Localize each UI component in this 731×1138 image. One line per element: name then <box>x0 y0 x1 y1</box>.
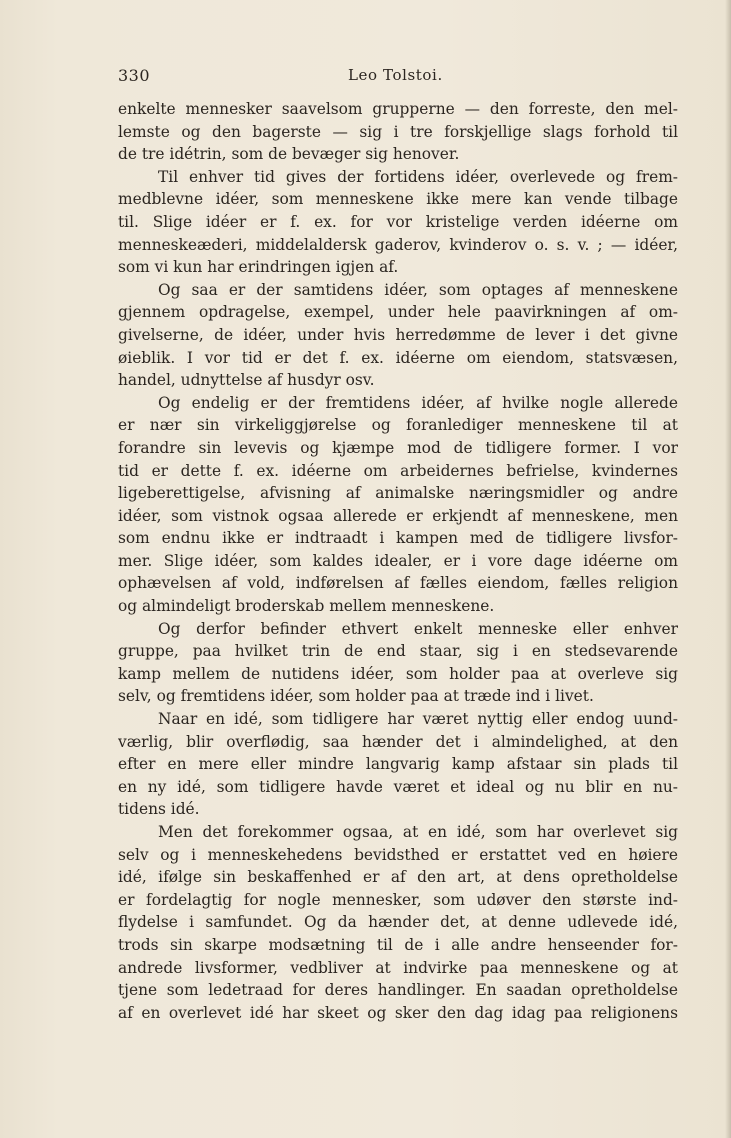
text-line: ligeberettigelse, afvisning af animalske næringsmidler og andre <box>118 484 678 503</box>
body-text <box>118 98 678 1024</box>
text-line: som endnu ikke er indtraadt i kampen med de tidligere livsfor- <box>118 529 678 548</box>
text-line: mer. Slige idéer, som kaldes idealer, er i vore dage idéerne om <box>118 551 678 570</box>
text-line: lemste og den bagerste — sig i tre forskjellige slags forhold til <box>118 122 678 141</box>
text-line: Til enhver tid gives der fortidens idéer, overlevede og frem- <box>158 167 678 186</box>
text-line: gjennem opdragelse, exempel, under hele paavirkningen af om- <box>118 303 678 322</box>
text-line: medblevne idéer, som menneskene ikke mere kan vende tilbage <box>118 190 678 209</box>
text-line: andrede livsformer, vedbliver at indvirke paa menneskene og at <box>118 958 678 977</box>
page-edge-shadow <box>725 0 731 1138</box>
page-header <box>118 66 678 90</box>
text-line: Og derfor befinder ethvert enkelt menneske eller enhver <box>158 619 678 638</box>
running-head: Leo Tolstoi. <box>348 66 443 84</box>
text-line: trods sin skarpe modsætning til de i alle andre henseender for- <box>118 935 678 954</box>
text-line: idéer, som vistnok ogsaa allerede er erkjendt af menneskene, men <box>118 506 678 525</box>
text-line: tidens idé. <box>118 800 200 819</box>
text-line: som vi kun har erindringen igjen af. <box>118 258 399 277</box>
text-line: Og saa er der samtidens idéer, som optages af menneskene <box>158 280 678 299</box>
text-line: de tre idétrin, som de bevæger sig henover. <box>118 145 460 164</box>
text-line: gruppe, paa hvilket trin de end staar, sig i en stedsevarende <box>118 642 678 661</box>
text-line: af en overlevet idé har skeet og sker den dag idag paa religionens <box>118 1003 678 1022</box>
text-line: er fordelagtig for nogle mennesker, som udøver den største ind- <box>118 890 678 909</box>
text-line: Og endelig er der fremtidens idéer, af hvilke nogle allerede <box>158 393 678 412</box>
text-line: enkelte mennesker saavelsom grupperne — den forreste, den mel- <box>118 100 678 118</box>
text-line: værlig, blir overflødig, saa hænder det i almindelighed, at den <box>118 732 678 751</box>
text-line: og almindeligt broderskab mellem menneskene. <box>118 597 495 616</box>
text-line: til. Slige idéer er f. ex. for vor kristelige verden idéerne om <box>118 212 678 231</box>
text-line: selv og i menneskehedens bevidsthed er erstattet ved en høiere <box>118 845 678 864</box>
text-line: er nær sin virkeliggjørelse og foranlediger menneskene til at <box>118 416 678 435</box>
text-line: forandre sin levevis og kjæmpe mod de tidligere former. I vor <box>118 438 678 457</box>
text-line: kamp mellem de nutidens idéer, som holder paa at overleve sig <box>118 664 678 683</box>
text-line: efter en mere eller mindre langvarig kamp afstaar sin plads til <box>118 755 678 774</box>
text-line: idé, ifølge sin beskaffenhed er af den art, at dens opretholdelse <box>118 868 678 887</box>
text-line: en ny idé, som tidligere havde været et ideal og nu blir en nu- <box>118 777 678 796</box>
text-line: givelserne, de idéer, under hvis herredømme de lever i det givne <box>118 325 678 344</box>
text-line: menneskeæderi, middelaldersk gaderov, kvinderov o. s. v. ; — idéer, <box>118 235 678 254</box>
text-line: Men det forekommer ogsaa, at en idé, som har overlevet sig <box>158 823 678 841</box>
text-line: tjene som ledetraad for deres handlinger. En saadan opretholdelse <box>118 981 678 1000</box>
text-line: selv, og fremtidens idéer, som holder paa at træde ind i livet. <box>118 687 594 706</box>
text-line: flydelse i samfundet. Og da hænder det, at denne udlevede idé, <box>118 913 678 932</box>
text-line: handel, udnyttelse af husdyr osv. <box>118 371 375 390</box>
text-line: Naar en idé, som tidligere har været nyttig eller endog uund- <box>158 710 678 729</box>
text-line: tid er dette f. ex. idéerne om arbeidernes befrielse, kvindernes <box>118 461 678 480</box>
page-number: 330 <box>118 66 151 85</box>
text-line: øieblik. I vor tid er det f. ex. idéerne om eiendom, statsvæsen, <box>118 348 678 367</box>
text-line: ophævelsen af vold, indførelsen af fælles eiendom, fælles religion <box>118 574 678 593</box>
